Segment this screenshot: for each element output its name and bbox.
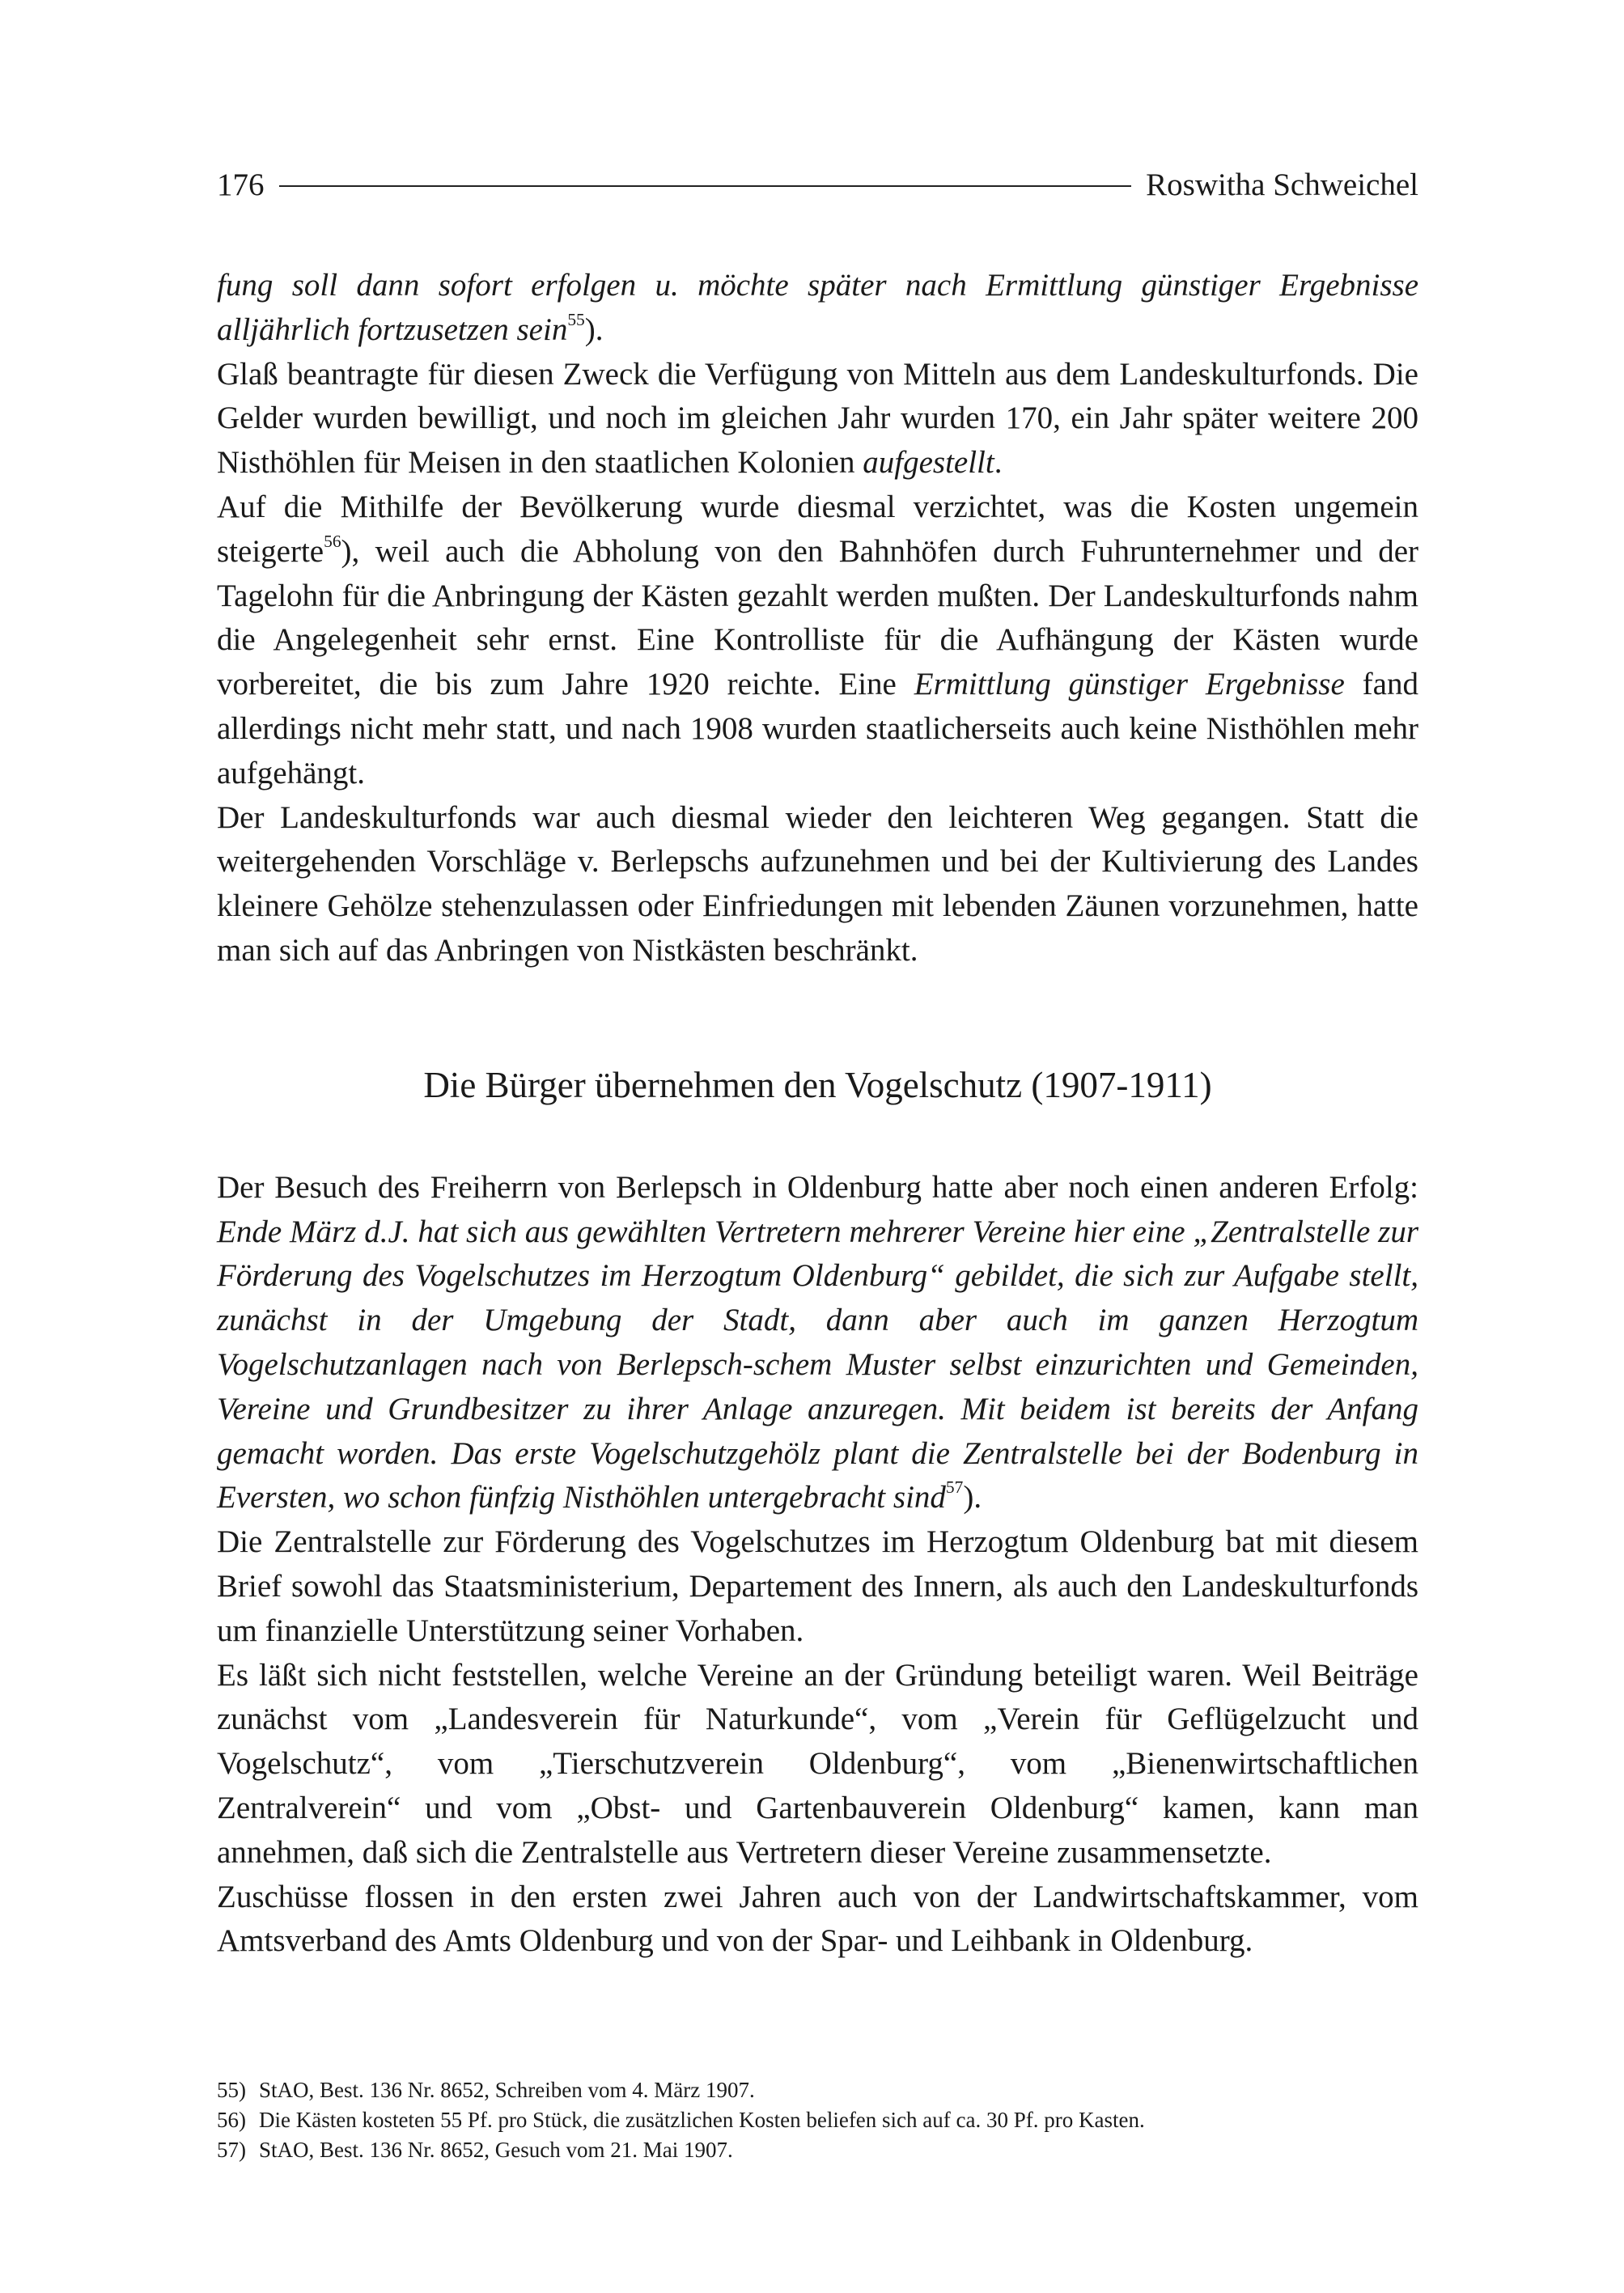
text: Zuschüsse flossen in den ersten zwei Jahren auch von der Landwirtschaftskammer, vom Amtsverband des Amts Oldenburg und von der Spar- und Leihbank in Oldenburg. <box>217 1879 1418 1959</box>
text: Die Zentralstelle zur Förderung des Vogelschutzes im Herzogtum Oldenburg bat mit diesem Brief sowohl das Staatsministerium, Departement des Innern, als auch den Landeskulturfonds um finanzielle Unterstützung seiner Vorhaben. <box>217 1524 1418 1648</box>
footnote-ref: 57 <box>945 1477 964 1498</box>
footnote-text: StAO, Best. 136 Nr. 8652, Gesuch vom 21. Mai 1907. <box>259 2138 733 2163</box>
page-number: 176 <box>217 167 265 202</box>
text: ), weil auch die Abholung von den Bahnhöfen durch Fuhrunternehmer und der Tagelohn für die Anbringung der Kästen gezahlt werden mußten. Der Landeskulturfonds nahm die Angelegenheit sehr ernst. Eine Kontrolliste für die Aufhängung der Kästen wurde vorbereitet, die bis zum Jahre 1920 reichte. Eine <box>217 533 1418 702</box>
text: ). <box>584 312 604 347</box>
header-rule <box>279 185 1132 187</box>
section-1 <box>217 264 1418 973</box>
text: . <box>994 445 1003 481</box>
quote-text: fung soll dann sofort erfolgen u. möchte später nach Ermittlung günstiger Ergebnisse alljährlich fortzusetzen sein <box>217 268 1418 347</box>
footnotes <box>217 2075 1418 2165</box>
paragraph <box>217 796 1418 973</box>
footnote-number: 55) <box>217 2078 246 2103</box>
footnote <box>217 2135 1418 2165</box>
section-2 <box>217 1166 1418 1964</box>
footnote-text: Die Kästen kosteten 55 Pf. pro Stück, die zusätzlichen Kosten beliefen sich auf ca. 30 Pf. pro Kasten. <box>259 2108 1145 2133</box>
text: Der Landeskulturfonds war auch diesmal wieder den leichteren Weg gegangen. Statt die weitergehenden Vorschläge v. Berlepschs aufzunehmen und bei der Kultivierung des Landes kleinere Gehölze stehenzulassen oder Einfriedungen mit lebenden Zäunen vorzunehmen, hatte man sich auf das Anbringen von Nistkästen beschränkt. <box>217 799 1418 968</box>
emphasis: aufgestellt <box>863 445 994 481</box>
paragraph <box>217 264 1418 353</box>
text: Der Besuch des Freiherrn von Berlepsch in Oldenburg hatte aber noch einen anderen Erfolg: <box>217 1169 1418 1205</box>
paragraph <box>217 1654 1418 1876</box>
text: fand allerdings nicht mehr statt, und nach 1908 wurden staatlicherseits auch keine Nisthöhlen mehr aufgehängt. <box>217 667 1418 790</box>
text: Es läßt sich nicht feststellen, welche Vereine an der Gründung beteiligt waren. Weil Beiträge zunächst vom „Landesverein für Naturkunde“, vom „Verein für Geflügelzucht und Vogelschutz“, vom „Tierschutzverein Oldenburg“, vom „Bienenwirtschaftlichen Zentralverein“ und vom „Obst- und Gartenbauverein Oldenburg“ kamen, kann man annehmen, daß sich die Zentralstelle aus Vertretern dieser Vereine zusammensetzte. <box>217 1657 1418 1870</box>
text: Glaß beantragte für diesen Zweck die Verfügung von Mitteln aus dem Landeskulturfonds. Die Gelder wurden bewilligt, und noch im gleichen Jahr wurden 170, ein Jahr später weitere 200 Nisthöhlen für Meisen in den staatlichen Kolonien <box>217 356 1418 481</box>
footnote-ref: 56 <box>324 531 341 551</box>
footnote-ref: 55 <box>567 309 585 329</box>
text: Auf die Mithilfe der Bevölkerung wurde diesmal verzichtet, was die Kosten ungemein steigerte <box>217 489 1418 569</box>
emphasis: Ermittlung günstiger Ergebnisse <box>914 667 1345 702</box>
footnote-text: StAO, Best. 136 Nr. 8652, Schreiben vom 4. März 1907. <box>259 2078 755 2103</box>
paragraph <box>217 485 1418 796</box>
paragraph <box>217 1166 1418 1520</box>
page <box>217 162 1418 2165</box>
footnote-number: 57) <box>217 2138 246 2163</box>
footnote-number: 56) <box>217 2108 246 2133</box>
paragraph <box>217 1520 1418 1653</box>
paragraph <box>217 1876 1418 1965</box>
paragraph <box>217 353 1418 485</box>
section-heading: Die Bürger übernehmen den Vogelschutz (1907-1911) <box>423 1064 1212 1105</box>
footnote <box>217 2075 1418 2105</box>
running-head-author: Roswitha Schweichel <box>1146 167 1418 202</box>
running-head <box>217 162 1418 207</box>
quote-text: Ende März d.J. hat sich aus gewählten Vertretern mehrerer Vereine hier eine „Zentralstelle zur Förderung des Vogelschutzes im Herzogtum Oldenburg“ gebildet, die sich zur Aufgabe stellt, zunächst in der Umgebung der Stadt, dann aber auch im ganzen Herzogtum Vogelschutzanlagen nach von Berlepsch-schem Muster selbst einzurichten und Gemeinden, Vereine und Grundbesitzer zu ihrer Anlage anzuregen. Mit beidem ist bereits der Anfang gemacht worden. Das erste Vogelschutzgehölz plant die Zentralstelle bei der Bodenburg in Eversten, wo schon fünfzig Nisthöhlen untergebracht sind <box>217 1214 1418 1515</box>
footnote <box>217 2105 1418 2135</box>
text: ). <box>963 1480 982 1515</box>
